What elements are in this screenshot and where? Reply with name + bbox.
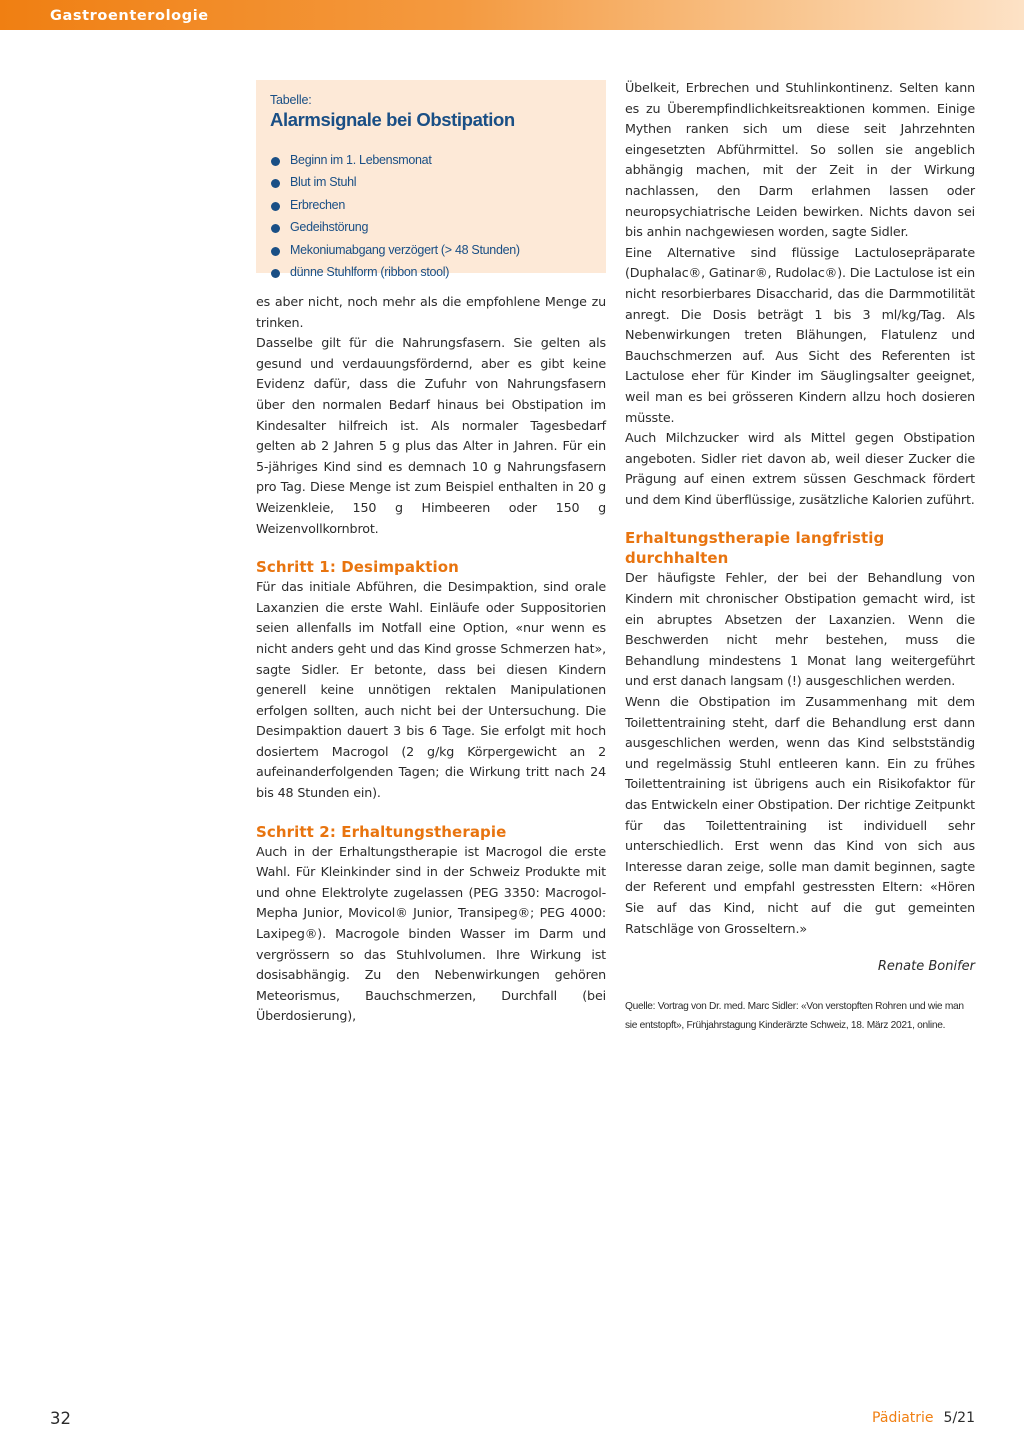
section-header-bar xyxy=(0,0,1024,30)
table-heading: Alarmsignale bei Obstipation xyxy=(270,109,515,130)
bullet-icon xyxy=(271,269,280,278)
body-paragraph: es aber nicht, noch mehr als die empfohlene Menge zu trinken. xyxy=(256,294,606,330)
body-paragraph: Für das initiale Abführen, die Desimpaktion, sind orale Laxanzien die erste Wahl. Einläufe oder Suppositorien seien allenfalls im Notfall eine Option, «nur wenn es nicht anders geht und das Kind grosse Schmerzen hat», sagte Sidler. Er betonte, dass bei diesen Kindern generell keine unnötigen rektalen Manipulationen erfolgen sollten, auch nicht bei der Untersuchung. Die Desimpaktion dauert 3 bis 6 Tage. Sie erfolgt mit hoch dosiertem Macrogol (2 g/kg Körpergewicht an 2 aufeinanderfolgenden Tagen; die Wirkung tritt nach 24 bis 48 Stunden ein). xyxy=(256,579,606,801)
list-item: Beginn im 1. Lebensmonat xyxy=(270,153,592,175)
body-paragraph: Auch Milchzucker wird als Mittel gegen Obstipation angeboten. Sidler riet davon ab, weil dieser Zucker die Prägung auf einen extrem süssen Geschmack fördert und dem Kind überflüssige, zusätzliche Kalorien zuführt. xyxy=(625,430,975,507)
journal-name: Pädiatrie xyxy=(872,1410,934,1426)
section-title: Gastroenterologie xyxy=(50,8,209,24)
issue-number: 5/21 xyxy=(943,1410,975,1426)
table-label: Tabelle: xyxy=(270,93,312,107)
bullet-icon xyxy=(271,202,280,211)
alarm-signals-list xyxy=(270,153,592,287)
bullet-icon xyxy=(271,157,280,166)
alarm-signals-table xyxy=(256,80,606,279)
author-name: Renate Bonifer xyxy=(877,959,975,975)
section-heading: Erhaltungstherapie langfristig durchhalten xyxy=(625,529,885,568)
section-heading: Schritt 2: Erhaltungstherapie xyxy=(256,822,507,841)
bullet-icon xyxy=(271,179,280,188)
body-paragraph: Eine Alternative sind flüssige Lactulosepräparate (Duphalac®, Gatinar®, Rudolac®). Die Lactulose ist ein nicht resorbierbares Disaccharid, das die Darmmotilität anregt. Die Dosis beträgt 1 bis 3 ml/kg/Tag. Als Nebenwirkungen treten Blähungen, Flatulenz und Bauchschmerzen auf. Aus Sicht des Referenten ist Lactulose eher für Kinder im Säuglingsalter geeignet, weil man es bei grösseren Kindern allzu hoch dosieren müsste. xyxy=(625,244,975,425)
section-heading: Schritt 1: Desimpaktion xyxy=(256,558,459,577)
page-number: 32 xyxy=(50,1409,71,1428)
bullet-icon xyxy=(271,247,280,256)
left-column xyxy=(256,80,606,1027)
list-item: dünne Stuhlform (ribbon stool) xyxy=(270,265,592,287)
list-item: Mekoniumabgang verzögert (> 48 Stunden) xyxy=(270,243,592,265)
body-paragraph: Der häufigste Fehler, der bei der Behandlung von Kindern mit chronischer Obstipation gemacht wird, ist ein abruptes Absetzen der Laxanzien. Wenn die Beschwerden nicht mehr bestehen, muss die Behandlung mindestens 1 Monat lang weitergeführt und erst danach langsam (!) ausgeschlichen werden. xyxy=(625,570,975,689)
body-paragraph: Dasselbe gilt für die Nahrungsfasern. Sie gelten als gesund und verdauungsfördernd, aber es gibt keine Evidenz dafür, dass die Zufuhr von Nahrungsfasern über den normalen Bedarf hinaus bei Obstipation im Kindesalter hilfreich ist. Als normaler Tagesbedarf gelten ab 2 Jahren 5 g plus das Alter in Jahren. Für ein 5-jähriges Kind sind es demnach 10 g Nahrungsfasern pro Tag. Diese Menge ist zum Beispiel enthalten in 20 g Weizenkleie, 150 g Himbeeren oder 150 g Weizenvollkornbrot. xyxy=(256,335,606,536)
body-paragraph: Übelkeit, Erbrechen und Stuhlinkontinenz. Selten kann es zu Überempfindlichkeitsreaktionen kommen. Einige Mythen ranken sich um diese seit Jahrzehnten eingesetzten Abführmittel. So sollen sie angeblich abhängig machen, mit der Zeit in der Wirkung nachlassen, den Darm erlahmen lassen oder neuropsychiatrische Leiden bewirken. Nichts davon sei bis anhin nachgewiesen worden, sagte Sidler. xyxy=(625,80,975,240)
list-item: Erbrechen xyxy=(270,198,592,220)
bullet-icon xyxy=(271,224,280,233)
body-paragraph: Wenn die Obstipation im Zusammenhang mit dem Toilettentraining steht, darf die Behandlung erst dann ausgeschlichen werden, wenn das Kind selbstständig und regelmässig Stuhl entleeren kann. Ein zu frühes Toilettentraining ist übrigens auch ein Risikofaktor für das Entwickeln einer Obstipation. Der richtige Zeitpunkt für das Toilettentraining ist individuell sehr unterschiedlich. Erst wenn das Kind von sich aus Interesse daran zeige, solle man damit beginnen, sagte der Referent und empfahl gestressten Eltern: «Hören Sie auf das Kind, nicht auf die gut gemeinten Ratschläge von Grosseltern.» xyxy=(625,694,975,936)
list-item: Gedeihstörung xyxy=(270,220,592,242)
body-paragraph: Auch in der Erhaltungstherapie ist Macrogol die erste Wahl. Für Kleinkinder sind in der Schweiz Produkte mit und ohne Elektrolyte zugelassen (PEG 3350: Macrogol-Mepha Junior, Movicol® Junior, Transipeg®; PEG 4000: Laxipeg®). Macrogole binden Wasser im Darm und vergrössern so das Stuhlvolumen. Ihre Wirkung ist dosisabhängig. Zu den Nebenwirkungen gehören Meteorismus, Bauchschmerzen, Durchfall (bei Überdosierung), xyxy=(256,843,606,1024)
list-item: Blut im Stuhl xyxy=(270,175,592,197)
source-note: Quelle: Vortrag von Dr. med. Marc Sidler: «Von verstopften Rohren und wie man sie entstopft», Frühjahrstagung Kinderärzte Schweiz, 18. März 2021, online. xyxy=(625,1001,964,1032)
right-column xyxy=(625,78,975,1035)
footer-journal-info xyxy=(872,1410,975,1426)
